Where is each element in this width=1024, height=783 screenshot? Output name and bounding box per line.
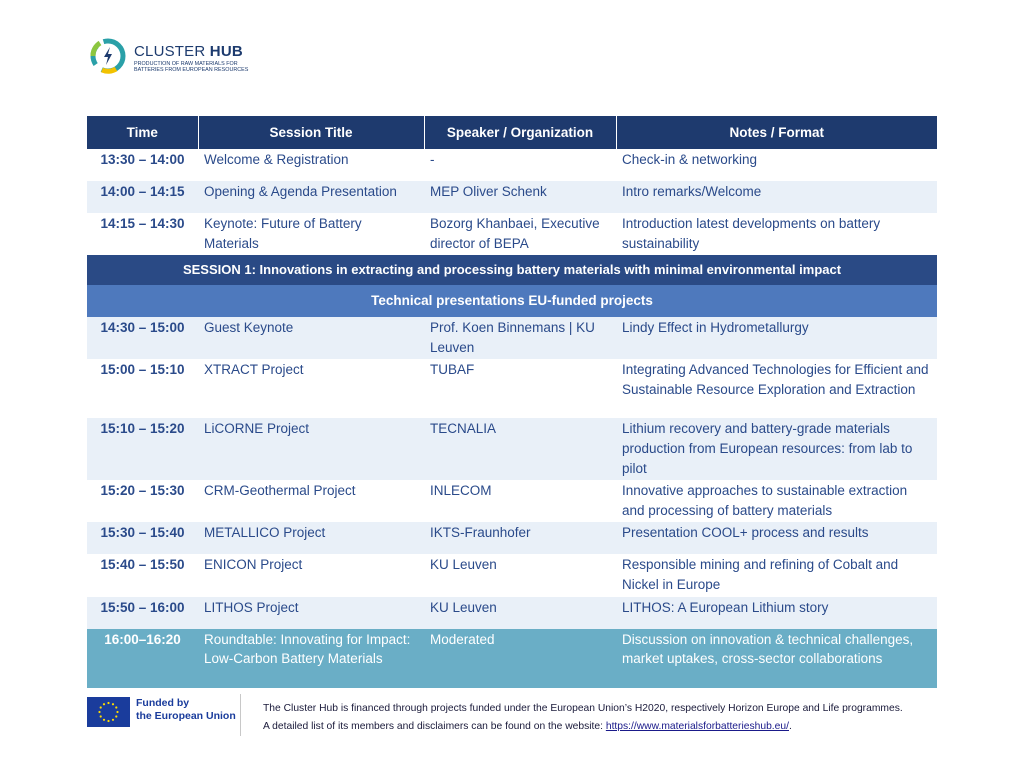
row-notes: Innovative approaches to sustainable extraction and processing of battery materials bbox=[616, 480, 937, 522]
row-time: 15:50 – 16:00 bbox=[87, 597, 198, 629]
header-session-title: Session Title bbox=[198, 116, 424, 149]
footer-text-prefix: A detailed list of its members and disclaimers can be found on the website: bbox=[263, 721, 606, 732]
footer-divider bbox=[240, 694, 241, 736]
table-row bbox=[87, 522, 937, 554]
row-notes: Check-in & networking bbox=[616, 149, 937, 181]
table-header-row bbox=[87, 116, 937, 149]
session-banner: SESSION 1: Innovations in extracting and processing battery materials with minimal environmental impact bbox=[87, 255, 937, 285]
table-row bbox=[87, 181, 937, 213]
agenda-table bbox=[87, 116, 937, 688]
row-notes: Lindy Effect in Hydrometallurgy bbox=[616, 317, 937, 359]
table-row-roundtable bbox=[87, 629, 937, 688]
row-time: 14:30 – 15:00 bbox=[87, 317, 198, 359]
row-time: 13:30 – 14:00 bbox=[87, 149, 198, 181]
row-title: Guest Keynote bbox=[198, 317, 424, 359]
row-notes: Lithium recovery and battery-grade materials production from European resources: from lab to pilot bbox=[616, 418, 937, 480]
session-banner-row bbox=[87, 255, 937, 285]
row-speaker: TUBAF bbox=[424, 359, 616, 418]
footer-text-suffix: . bbox=[789, 721, 792, 732]
table-row bbox=[87, 480, 937, 522]
tech-banner: Technical presentations EU-funded projects bbox=[87, 285, 937, 317]
table-row bbox=[87, 149, 937, 181]
funded-line-1: Funded by bbox=[136, 697, 190, 709]
row-speaker: - bbox=[424, 149, 616, 181]
row-speaker: Prof. Koen Binnemans | KU Leuven bbox=[424, 317, 616, 359]
row-notes: Introduction latest developments on battery sustainability bbox=[616, 213, 937, 255]
logo-title-bold: HUB bbox=[209, 43, 243, 60]
row-title: METALLICO Project bbox=[198, 522, 424, 554]
footer-text-line-1: The Cluster Hub is financed through projects funded under the European Union’s H2020, respectively Horizon Europe and Life programmes. bbox=[263, 703, 903, 714]
row-title: CRM-Geothermal Project bbox=[198, 480, 424, 522]
row-notes: Integrating Advanced Technologies for Efficient and Sustainable Resource Exploration and Extraction bbox=[616, 359, 937, 418]
row-title: ENICON Project bbox=[198, 554, 424, 596]
row-title: LiCORNE Project bbox=[198, 418, 424, 480]
funded-by-eu-label bbox=[136, 697, 236, 723]
row-time: 14:15 – 14:30 bbox=[87, 213, 198, 255]
cluster-hub-logo-icon bbox=[88, 36, 128, 76]
eu-flag-icon bbox=[87, 697, 130, 727]
cluster-hub-logo bbox=[88, 36, 248, 80]
logo-subtitle: PRODUCTION OF RAW MATERIALS FOR BATTERIES FROM EUROPEAN RESOURCES bbox=[134, 61, 249, 73]
table-row bbox=[87, 597, 937, 629]
row-time: 14:00 – 14:15 bbox=[87, 181, 198, 213]
logo-title-prefix: CLUSTER bbox=[134, 43, 210, 60]
table-row bbox=[87, 213, 937, 255]
row-time: 16:00–16:20 bbox=[87, 629, 198, 688]
row-time: 15:00 – 15:10 bbox=[87, 359, 198, 418]
row-title: LITHOS Project bbox=[198, 597, 424, 629]
row-notes: Discussion on innovation & technical challenges, market uptakes, cross-sector collaborations bbox=[616, 629, 937, 688]
row-notes: Intro remarks/Welcome bbox=[616, 181, 937, 213]
row-title: Welcome & Registration bbox=[198, 149, 424, 181]
row-speaker: IKTS-Fraunhofer bbox=[424, 522, 616, 554]
website-link[interactable]: https://www.materialsforbatterieshub.eu/ bbox=[605, 721, 789, 732]
row-speaker: KU Leuven bbox=[424, 597, 616, 629]
funded-line-2: the European Union bbox=[136, 710, 236, 722]
row-title: Opening & Agenda Presentation bbox=[198, 181, 424, 213]
row-speaker: Moderated bbox=[424, 629, 616, 688]
footer-text-line-2 bbox=[263, 718, 953, 736]
header-speaker: Speaker / Organization bbox=[424, 116, 616, 149]
row-title: Roundtable: Innovating for Impact: Low-Carbon Battery Materials bbox=[198, 629, 424, 688]
row-speaker: TECNALIA bbox=[424, 418, 616, 480]
row-speaker: KU Leuven bbox=[424, 554, 616, 596]
row-notes: Responsible mining and refining of Cobalt and Nickel in Europe bbox=[616, 554, 937, 596]
row-title: XTRACT Project bbox=[198, 359, 424, 418]
row-title: Keynote: Future of Battery Materials bbox=[198, 213, 424, 255]
table-row bbox=[87, 554, 937, 596]
row-notes: Presentation COOL+ process and results bbox=[616, 522, 937, 554]
row-speaker: MEP Oliver Schenk bbox=[424, 181, 616, 213]
row-time: 15:10 – 15:20 bbox=[87, 418, 198, 480]
row-notes: LITHOS: A European Lithium story bbox=[616, 597, 937, 629]
footer bbox=[87, 694, 947, 740]
footer-text bbox=[263, 700, 953, 736]
table-row bbox=[87, 359, 937, 418]
header-notes: Notes / Format bbox=[616, 116, 937, 149]
table-row bbox=[87, 418, 937, 480]
tech-banner-row bbox=[87, 285, 937, 317]
row-time: 15:30 – 15:40 bbox=[87, 522, 198, 554]
row-speaker: INLECOM bbox=[424, 480, 616, 522]
table-row bbox=[87, 317, 937, 359]
header-time: Time bbox=[87, 116, 198, 149]
row-speaker: Bozorg Khanbaei, Executive director of BEPA bbox=[424, 213, 616, 255]
row-time: 15:40 – 15:50 bbox=[87, 554, 198, 596]
logo-title bbox=[134, 43, 243, 60]
row-time: 15:20 – 15:30 bbox=[87, 480, 198, 522]
